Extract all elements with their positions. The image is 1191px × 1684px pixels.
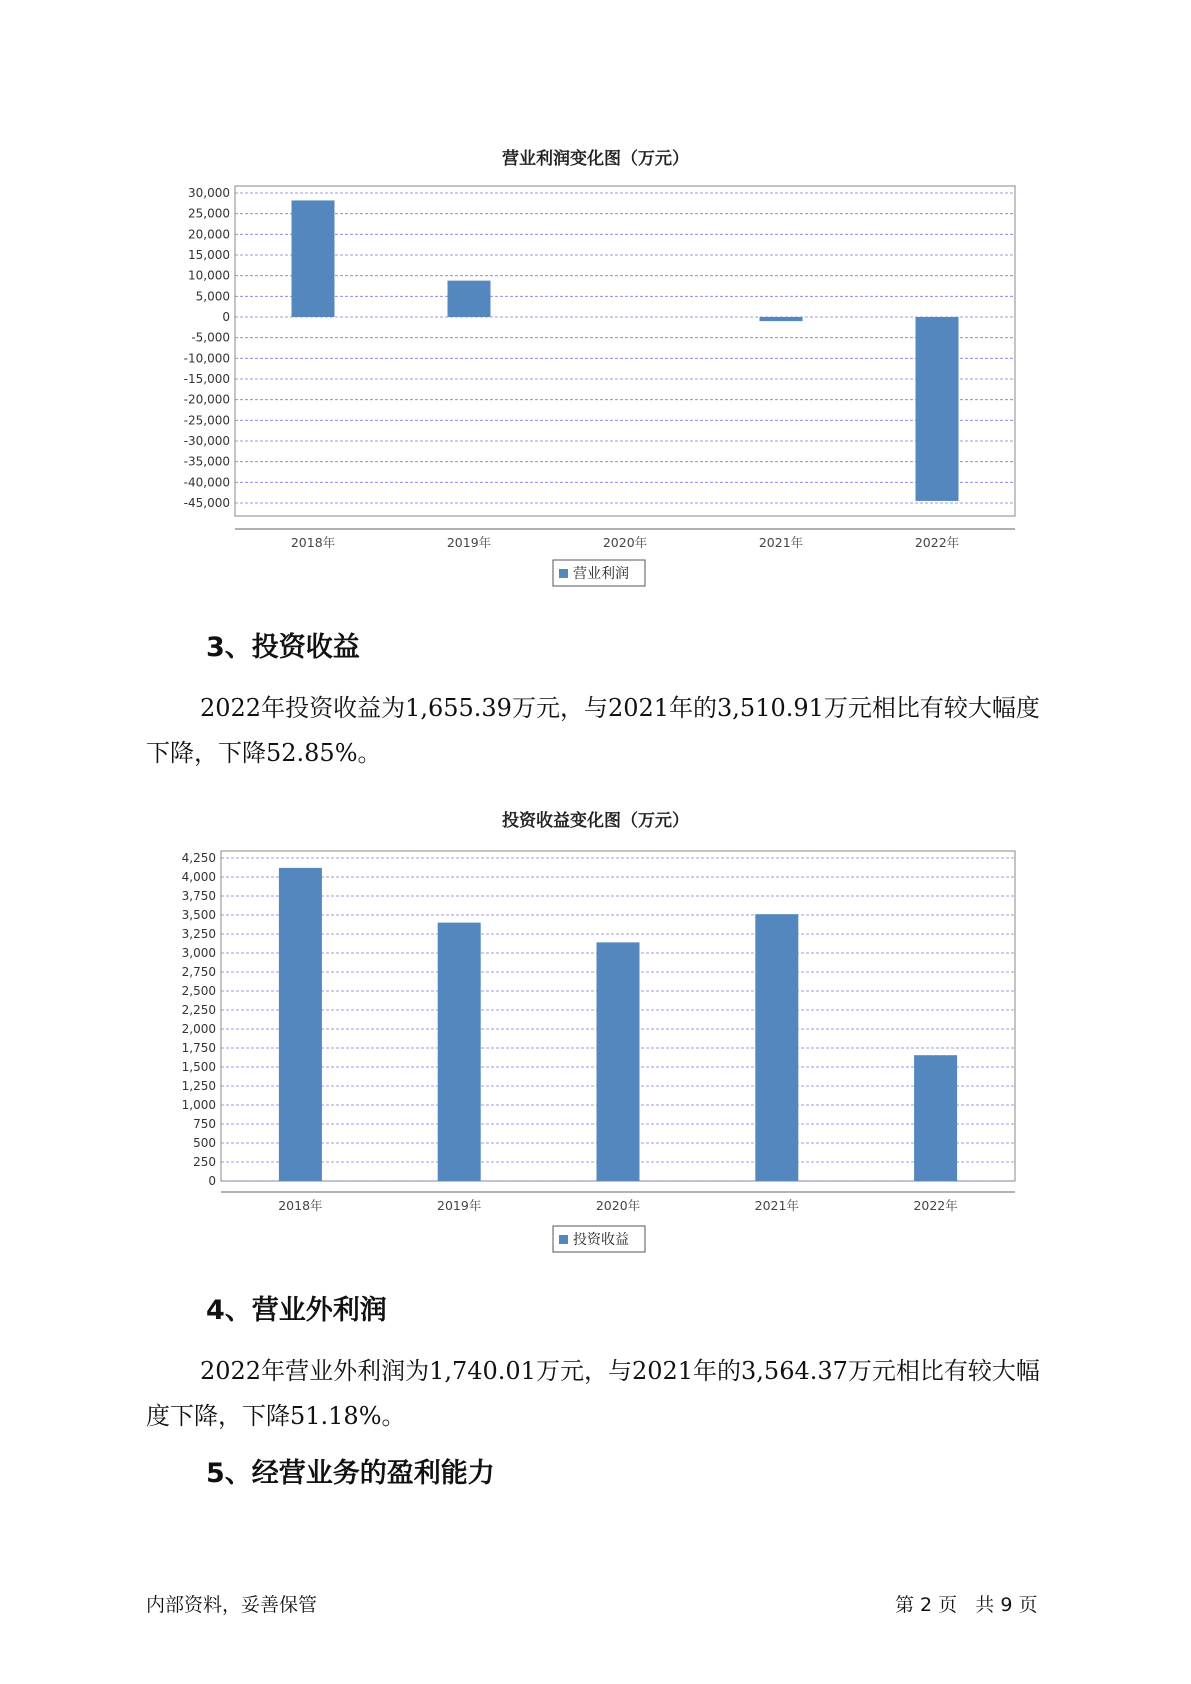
y-tick-label: -25,000 — [183, 413, 230, 428]
legend-label: 投资收益 — [573, 1232, 629, 1248]
bar — [279, 868, 322, 1181]
section-heading-non-operating-profit: 4、营业外利润 — [206, 1295, 387, 1326]
x-tick-label: 2021年 — [754, 1198, 799, 1213]
x-tick-label: 2018年 — [278, 1198, 323, 1213]
chart-title-operating-profit: 营业利润变化图（万元） — [502, 149, 689, 169]
x-tick-label: 2019年 — [437, 1198, 482, 1213]
y-tick-label: 2,500 — [181, 984, 216, 998]
y-tick-label: 3,500 — [181, 908, 216, 922]
y-tick-label: 1,500 — [181, 1060, 216, 1074]
y-tick-label: 2,250 — [181, 1003, 216, 1017]
y-tick-label: 3,250 — [181, 927, 216, 941]
y-tick-label: 500 — [193, 1136, 216, 1150]
x-tick-label: 2018年 — [290, 535, 336, 550]
chart-title-investment-income: 投资收益变化图（万元） — [502, 811, 689, 831]
y-tick-label: 0 — [222, 310, 230, 324]
bar — [914, 1055, 957, 1181]
y-tick-label: 4,250 — [181, 851, 216, 865]
y-tick-label: -35,000 — [183, 454, 230, 469]
section-paragraph-non-operating-profit: 2022年营业外利润为1,740.01万元，与2021年的3,564.37万元相比有较大幅度下降，下降51.18%。 — [146, 1357, 1040, 1430]
y-tick-label: 15,000 — [188, 248, 230, 262]
legend-label: 营业利润 — [573, 566, 629, 582]
footer-confidential-note: 内部资料，妥善保管 — [146, 1594, 318, 1616]
y-tick-label: 4,000 — [181, 870, 216, 884]
y-tick-label: 2,750 — [181, 965, 216, 979]
x-tick-label: 2022年 — [913, 1198, 958, 1213]
footer-page-number: 第 2 页 共 9 页 — [895, 1594, 1038, 1616]
section-heading-investment-income: 3、投资收益 — [206, 632, 360, 663]
y-tick-label: 25,000 — [188, 206, 230, 221]
section-paragraph-investment-income: 2022年投资收益为1,655.39万元，与2021年的3,510.91万元相比有较大幅度下降，下降52.85%。 — [146, 694, 1040, 767]
y-tick-label: 250 — [193, 1155, 216, 1169]
x-tick-label: 2021年 — [758, 535, 804, 550]
y-tick-label: -15,000 — [183, 372, 230, 386]
y-tick-label: 1,750 — [181, 1041, 216, 1055]
y-tick-label: 5,000 — [195, 289, 230, 304]
y-tick-label: -30,000 — [183, 434, 230, 448]
x-tick-label: 2022年 — [914, 535, 960, 550]
y-tick-label: -5,000 — [191, 330, 230, 345]
x-tick-label: 2020年 — [602, 535, 648, 550]
y-tick-label: -10,000 — [183, 351, 230, 366]
bar — [597, 942, 640, 1181]
y-tick-label: -40,000 — [183, 475, 230, 490]
y-tick-label: 30,000 — [188, 186, 230, 200]
y-tick-label: 3,750 — [181, 889, 216, 903]
y-tick-label: -20,000 — [183, 392, 230, 407]
y-tick-label: 10,000 — [188, 268, 230, 283]
y-tick-label: 3,000 — [181, 946, 216, 960]
bar — [438, 923, 481, 1181]
legend-swatch — [559, 1235, 568, 1244]
y-tick-label: 0 — [208, 1174, 216, 1188]
y-tick-label: 2,000 — [181, 1022, 216, 1036]
y-tick-label: 20,000 — [188, 227, 230, 242]
y-tick-label: 1,250 — [181, 1079, 216, 1093]
x-tick-label: 2020年 — [595, 1198, 641, 1213]
section-heading-operating-profitability: 5、经营业务的盈利能力 — [206, 1458, 495, 1489]
y-tick-label: 750 — [193, 1117, 216, 1131]
x-tick-label: 2019年 — [446, 535, 492, 550]
y-tick-label: -45,000 — [183, 496, 230, 510]
y-tick-label: 1,000 — [181, 1098, 216, 1112]
bar — [755, 914, 798, 1181]
